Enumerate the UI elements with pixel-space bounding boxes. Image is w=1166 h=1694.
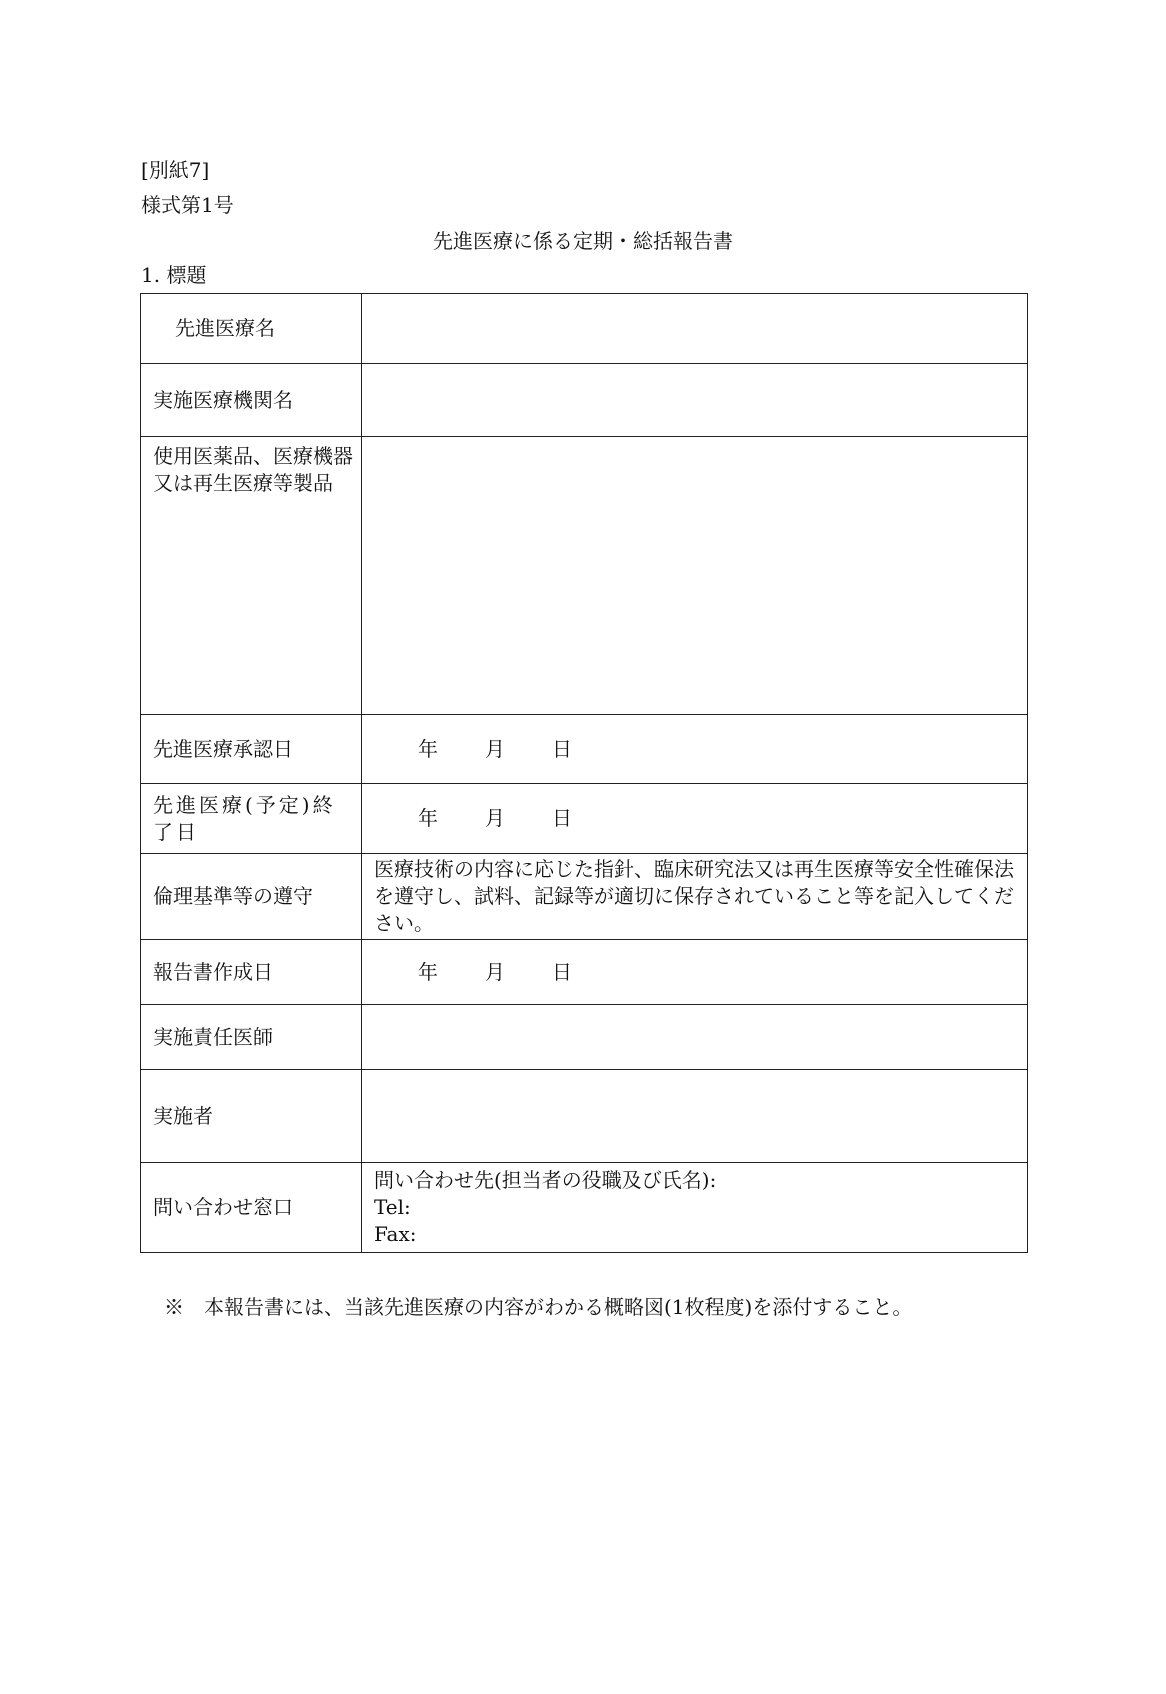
row-label: 先進医療承認日 [141,715,362,784]
fax-line: Fax: [374,1222,417,1246]
row-label: 報告書作成日 [141,940,362,1005]
year-label: 年 [418,736,438,761]
contact-person-line: 問い合わせ先(担当者の役職及び氏名): [374,1168,717,1192]
date-field[interactable] [362,940,1028,1005]
row-value-field[interactable] [362,1005,1028,1070]
footnote: ※ 本報告書には、当該先進医療の内容がわかる概略図(1枚程度)を添付すること。 [164,1295,913,1319]
row-label: 先進医療名 [141,294,362,364]
row-label: 先進医療(予定)終了日 [141,784,362,854]
row-label: 実施医療機関名 [141,364,362,437]
table-row [141,1070,1028,1163]
row-label: 実施責任医師 [141,1005,362,1070]
table-row [141,784,1028,854]
document-title: 先進医療に係る定期・総括報告書 [433,229,733,253]
row-label: 倫理基準等の遵守 [141,854,362,940]
month-label: 月 [485,736,505,761]
table-row [141,1005,1028,1070]
table-row [141,1163,1028,1253]
date-field[interactable] [362,784,1028,854]
attachment-label: [別紙7] [141,158,210,182]
row-label: 使用医薬品、医療機器又は再生医療等製品 [141,437,362,715]
form-number: 様式第1号 [141,193,234,217]
row-label: 問い合わせ窓口 [141,1163,362,1253]
day-label: 日 [552,959,572,984]
month-label: 月 [485,959,505,984]
row-value-field[interactable] [362,364,1028,437]
table-row [141,294,1028,364]
ethics-instructions[interactable]: 医療技術の内容に応じた指針、臨床研究法又は再生医療等安全性確保法を遵守し、試料、記録等が適切に保存されていること等を記入してください。 [362,854,1028,940]
year-label: 年 [418,806,438,830]
row-label: 実施者 [141,1070,362,1163]
month-label: 月 [485,806,505,830]
section-heading: 1. 標題 [141,263,207,287]
date-field[interactable] [362,715,1028,784]
row-value-field[interactable] [362,1070,1028,1163]
row-value-field[interactable] [362,294,1028,364]
table-row [141,854,1028,940]
year-label: 年 [418,959,438,984]
table-row [141,364,1028,437]
table-row [141,437,1028,715]
contact-field[interactable] [362,1163,1028,1253]
row-value-field[interactable] [362,437,1028,715]
day-label: 日 [552,736,572,761]
day-label: 日 [552,806,572,830]
tel-line: Tel: [374,1195,411,1219]
report-form-table [140,293,1028,1253]
table-row [141,940,1028,1005]
table-row [141,715,1028,784]
